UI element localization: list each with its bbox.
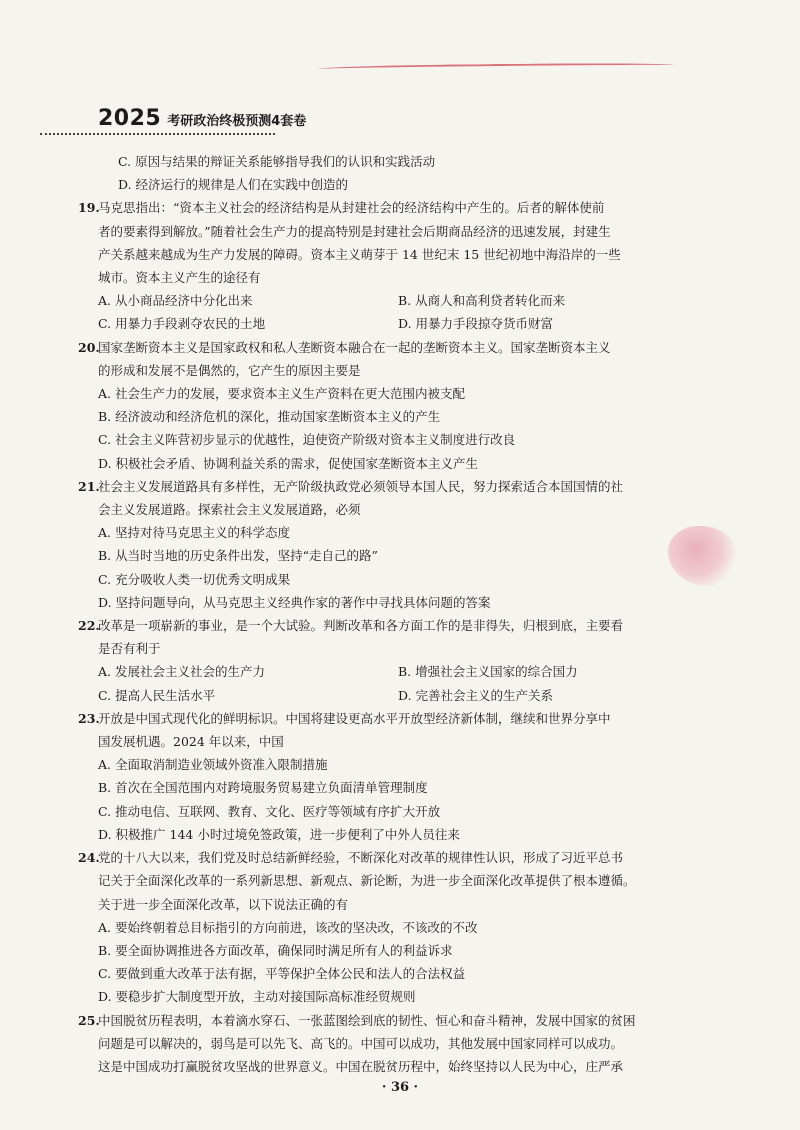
option-d: D. 用暴力手段掠夺货币财富	[398, 316, 554, 332]
question-number: 19.	[78, 200, 100, 216]
option-b: B. 首次在全国范围内对跨境服务贸易建立负面清单管理制度	[98, 780, 428, 796]
prev-option-c: C. 原因与结果的辩证关系能够指导我们的认识和实践活动	[118, 154, 436, 169]
question-stem-line	[98, 869, 718, 892]
question-stem-text: 开放是中国式现代化的鲜明标识。中国将建设更高水平开放型经济新体制，继续和世界分享中	[98, 710, 611, 726]
option-c: C. 提高人民生活水平	[98, 687, 216, 703]
option-a: A. 发展社会主义社会的生产力	[98, 664, 265, 680]
question-stem-line	[98, 637, 718, 660]
option-c: C. 推动电信、互联网、教育、文化、医疗等领域有序扩大开放	[98, 803, 441, 819]
question-stem-line	[98, 220, 718, 243]
option-c: C. 社会主义阵营初步显示的优越性，迫使资产阶级对资本主义制度进行改良	[98, 432, 516, 448]
question-stem-line	[98, 1055, 718, 1078]
question-stem-first-line	[78, 336, 718, 359]
question-stem-line	[98, 243, 718, 266]
header-divider	[40, 133, 275, 135]
option-a: A. 要始终朝着总目标指引的方向前进，该改的坚决改，不该改的不改	[98, 919, 478, 935]
question-stem-text: 记关于全面深化改革的一系列新思想、新观点、新论断，为进一步全面深化改革提供了根本遵循。	[98, 873, 636, 889]
question-stem-text: 改革是一项崭新的事业，是一个大试验。判断改革和各方面工作的是非得失，归根到底，主要看	[98, 618, 624, 634]
option-b: B. 要全面协调推进各方面改革，确保同时满足所有人的利益诉求	[98, 942, 453, 958]
question-stem-text: 者的要素得到解放。”随着社会生产力的提高特别是封建社会后期商品经济的迅速发展，封建生	[98, 223, 611, 239]
question-stem-line	[98, 498, 718, 521]
question-stem-first-line	[78, 196, 718, 219]
question-stem-text: 国家垄断资本主义是国家政权和私人垄断资本融合在一起的垄断资本主义。国家垄断资本主义	[98, 339, 611, 355]
page-header	[98, 106, 718, 131]
question-stem-first-line	[78, 707, 718, 730]
option-b: B. 经济波动和经济危机的深化，推动国家垄断资本主义的产生	[98, 409, 441, 425]
option-b: B. 增强社会主义国家的综合国力	[398, 664, 578, 680]
option-a: A. 社会生产力的发展，要求资本主义生产资料在更大范围内被支配	[98, 386, 465, 402]
question-stem-line	[98, 730, 718, 753]
option-d: D. 积极推广 144 小时过境免签政策，进一步便利了中外人员往来	[98, 826, 460, 842]
question-stem-line	[98, 1032, 718, 1055]
page-content	[78, 150, 718, 1078]
option-a: A. 全面取消制造业领域外资准入限制措施	[98, 757, 328, 773]
question-stem-text: 国发展机遇。2024 年以来，中国	[98, 734, 284, 750]
option-b: B. 从当时当地的历史条件出发，坚持“走自己的路”	[98, 548, 378, 564]
question-stem-first-line	[78, 614, 718, 637]
question-stem-text: 产关系越来越成为生产力发展的障碍。资本主义萌芽于 14 世纪末 15 世纪初地中海沿岸的一些	[98, 246, 621, 262]
option-b: B. 从商人和高利贷者转化而来	[398, 293, 566, 309]
option-a: A. 从小商品经济中分化出来	[98, 293, 253, 309]
question-stem-first-line	[78, 1009, 718, 1032]
question-stem-text: 会主义发展道路。探索社会主义发展道路，必须	[98, 502, 361, 518]
option-d: D. 完善社会主义的生产关系	[398, 687, 554, 703]
option-d: D. 积极社会矛盾、协调利益关系的需求，促使国家垄断资本主义产生	[98, 455, 479, 471]
question-23	[78, 707, 718, 846]
question-24	[78, 846, 718, 1008]
question-number: 20.	[78, 339, 100, 355]
question-stem-text: 是否有利于	[98, 641, 161, 657]
question-21	[78, 475, 718, 614]
question-19	[78, 196, 718, 335]
question-stem-text: 党的十八大以来，我们党及时总结新鲜经验，不断深化对改革的规律性认识，形成了习近平总书	[98, 850, 624, 866]
option-row	[98, 289, 718, 312]
question-stem-first-line	[78, 846, 718, 869]
option-row	[98, 684, 718, 707]
question-stem-text: 问题是可以解决的，弱鸟是可以先飞、高飞的。中国可以成功，其他发展中国家同样可以成功。	[98, 1035, 624, 1051]
question-list	[78, 196, 718, 1078]
page-number: · 36 ·	[381, 1080, 419, 1095]
header-year: 2025	[98, 106, 162, 131]
question-stem-text: 的形成和发展不是偶然的，它产生的原因主要是	[98, 362, 361, 378]
option-c: C. 用暴力手段剥夺农民的土地	[98, 316, 266, 332]
option-c: C. 要做到重大改革于法有据，平等保护全体公民和法人的合法权益	[98, 966, 466, 982]
question-25	[78, 1009, 718, 1079]
question-stem-text: 这是中国成功打赢脱贫攻坚战的世界意义。中国在脱贫历程中，始终坚持以人民为中心，庄严承	[98, 1058, 624, 1074]
question-number: 23.	[78, 710, 100, 726]
question-stem-text: 马克思指出：“资本主义社会的经济结构是从封建社会的经济结构中产生的。后者的解体使前	[98, 200, 605, 216]
question-number: 24.	[78, 850, 100, 866]
option-row	[98, 312, 718, 335]
question-20	[78, 336, 718, 475]
question-number: 22.	[78, 618, 100, 634]
question-number: 21.	[78, 478, 100, 494]
red-pen-mark	[318, 62, 674, 72]
question-22	[78, 614, 718, 707]
option-d: D. 坚持问题导向，从马克思主义经典作家的著作中寻找具体问题的答案	[98, 594, 491, 610]
question-stem-text: 关于进一步全面深化改革，以下说法正确的有	[98, 896, 349, 912]
question-number: 25.	[78, 1012, 100, 1028]
question-stem-text: 中国脱贫历程表明，本着滴水穿石、一张蓝图绘到底的韧性、恒心和奋斗精神，发展中国家的贫困	[98, 1012, 636, 1028]
question-stem-text: 社会主义发展道路具有多样性，无产阶级执政党必须领导本国人民，努力探索适合本国国情的社	[98, 478, 624, 494]
option-c: C. 充分吸收人类一切优秀文明成果	[98, 571, 291, 587]
prev-option-d: D. 经济运行的规律是人们在实践中创造的	[118, 177, 349, 193]
question-stem-first-line	[78, 475, 718, 498]
question-stem-text: 城市。资本主义产生的途径有	[98, 270, 261, 286]
option-d: D. 要稳步扩大制度型开放，主动对接国际高标准经贸规则	[98, 989, 416, 1005]
question-stem-line	[98, 359, 718, 382]
question-stem-line	[98, 266, 718, 289]
option-row	[98, 660, 718, 683]
option-a: A. 坚持对待马克思主义的科学态度	[98, 525, 290, 541]
question-stem-line	[98, 893, 718, 916]
header-title: 考研政治终极预测4套卷	[167, 114, 307, 129]
